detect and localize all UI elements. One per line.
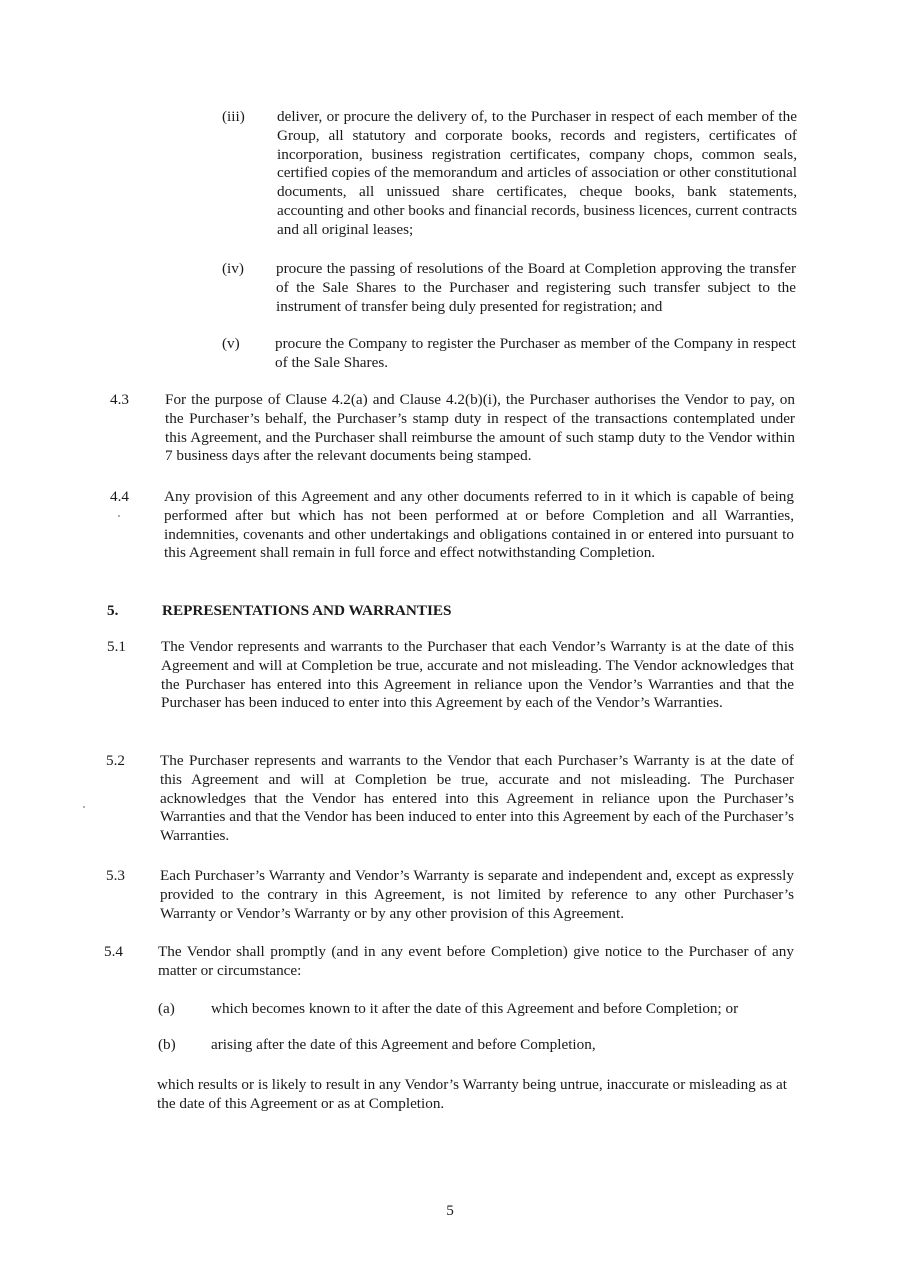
item-label-v: (v) (222, 335, 240, 352)
item-label-iii: (iii) (222, 108, 245, 125)
section-title: REPRESENTATIONS AND WARRANTIES (162, 602, 452, 619)
scan-speck (118, 515, 120, 517)
item-label-iv: (iv) (222, 260, 244, 277)
sub-item-text-a: which becomes known to it after the date of this Agreement and before Completion; or (211, 1000, 739, 1017)
item-text-iii: deliver, or procure the delivery of, to the Purchaser in respect of each member of the Group, all statutory and corporate books, records and registers, certificates of incorporation, business registration certificates, company chops, common seals, certified copies of the memorandum and articles of association or other constitutional documents, all unissued share certificates, cheque books, bank statements, accounting and other books and financial records, business licences, current contracts and all original leases; (277, 108, 797, 238)
clause-text-4-3: For the purpose of Clause 4.2(a) and Clause 4.2(b)(i), the Purchaser authorises the Vendor to pay, on the Purchaser’s behalf, the Purchaser’s stamp duty in respect of the transactions contemplated under this Agreement, and the Purchaser shall reimburse the amount of such stamp duty to the Vendor within 7 business days after the relevant documents being stamped. (165, 391, 795, 465)
clause-number-5-4: 5.4 (104, 943, 123, 960)
clause-text-5-2: The Purchaser represents and warrants to the Vendor that each Purchaser’s Warranty is at the date of this Agreement and will at Completion be true, accurate and not misleading. The Purchaser acknowledges that the Vendor has entered into this Agreement in reliance upon the Purchaser’s Warranties and that the Vendor has been induced to enter into this Agreement by each of the Purchaser’s Warranties. (160, 752, 794, 845)
clause-text-5-3: Each Purchaser’s Warranty and Vendor’s Warranty is separate and independent and, except as expressly provided to the contrary in this Agreement, is not limited by reference to any other Purchaser’s Warranty or Vendor’s Warranty or by any other provision of this Agreement. (160, 867, 794, 922)
item-text-v: procure the Company to register the Purchaser as member of the Company in respect of the Sale Shares. (275, 335, 796, 371)
sub-item-label-a: (a) (158, 1000, 175, 1017)
clause-text-5-1: The Vendor represents and warrants to the Purchaser that each Vendor’s Warranty is at the date of this Agreement and will at Completion be true, accurate and not misleading. The Vendor acknowledges that the Purchaser has entered into this Agreement in reliance upon the Vendor’s Warranties and that the Purchaser has been induced to enter into this Agreement by each of the Vendor’s Warranties. (161, 638, 794, 712)
clause-number-5-2: 5.2 (106, 752, 125, 769)
clause-number-4-3: 4.3 (110, 391, 129, 408)
sub-item-label-b: (b) (158, 1036, 176, 1053)
item-text-iv: procure the passing of resolutions of the Board at Completion approving the transfer of the Sale Shares to the Purchaser and registering such transfer subject to the instrument of transfer being duly presented for registration; and (276, 260, 796, 315)
clause-text-5-4: The Vendor shall promptly (and in any event before Completion) give notice to the Purchaser of any matter or circumstance: (158, 943, 794, 979)
clause-number-5-1: 5.1 (107, 638, 126, 655)
scan-speck (83, 806, 85, 808)
clause-number-5-3: 5.3 (106, 867, 125, 884)
section-number: 5. (107, 602, 119, 619)
clause-text-4-4: Any provision of this Agreement and any other documents referred to in it which is capable of being performed after but which has not been performed at or before Completion and all Warranties, indemnities, covenants and other undertakings and obligations contained in or entered into pursuant to this Agreement shall remain in full force and effect notwithstanding Completion. (164, 488, 794, 562)
closing-text: which results or is likely to result in any Vendor’s Warranty being untrue, inaccurate or misleading as at the date of this Agreement or as at Completion. (157, 1076, 787, 1112)
sub-item-text-b: arising after the date of this Agreement and before Completion, (211, 1036, 596, 1053)
page-number: 5 (446, 1202, 454, 1219)
clause-number-4-4: 4.4 (110, 488, 129, 505)
